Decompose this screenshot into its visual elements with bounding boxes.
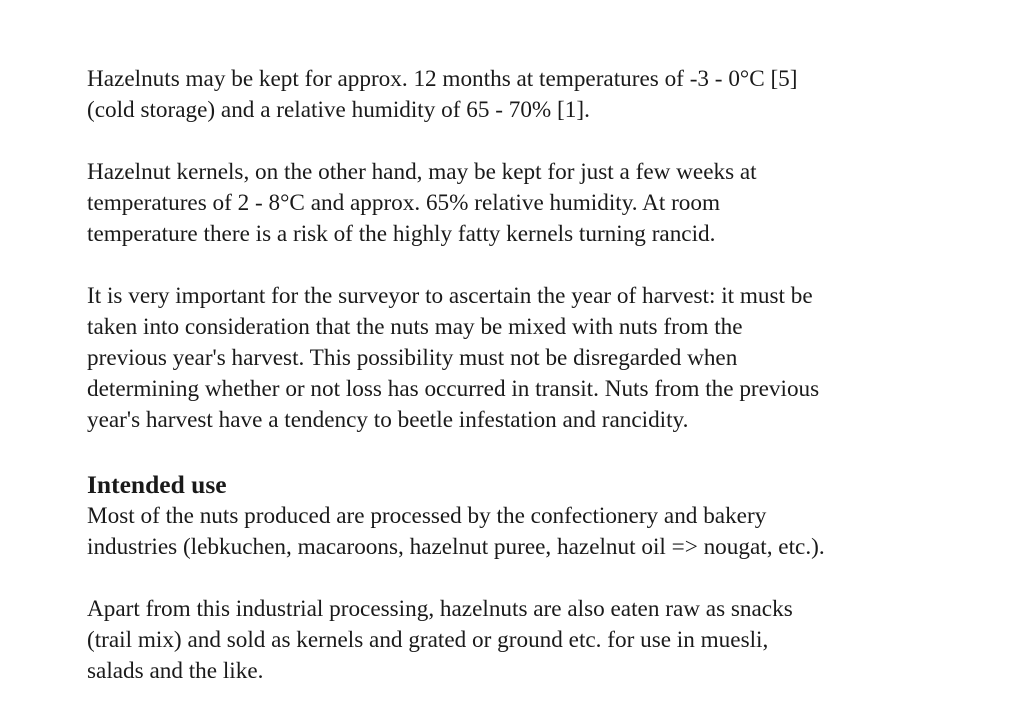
document-page bbox=[87, 64, 957, 687]
paragraph-other-uses bbox=[87, 594, 957, 687]
text-line: year's harvest have a tendency to beetle infestation and rancidity. bbox=[87, 407, 689, 433]
text-line: (trail mix) and sold as kernels and grated or ground etc. for use in muesli, bbox=[87, 627, 769, 653]
text-line: (cold storage) and a relative humidity of 65 - 70% [1]. bbox=[87, 97, 590, 123]
text-line: Hazelnut kernels, on the other hand, may be kept for just a few weeks at bbox=[87, 159, 757, 185]
text-line: salads and the like. bbox=[87, 658, 264, 684]
text-line: determining whether or not loss has occurred in transit. Nuts from the previous bbox=[87, 376, 820, 402]
text-line: It is very important for the surveyor to ascertain the year of harvest: it must be bbox=[87, 283, 813, 309]
paragraph-harvest-year bbox=[87, 281, 957, 436]
section-heading-intended-use: Intended use bbox=[87, 470, 227, 499]
paragraph-industrial-use bbox=[87, 501, 957, 563]
text-line: temperatures of 2 - 8°C and approx. 65% relative humidity. At room bbox=[87, 190, 721, 216]
text-line: taken into consideration that the nuts may be mixed with nuts from the bbox=[87, 314, 743, 340]
text-line: industries (lebkuchen, macaroons, hazelnut puree, hazelnut oil => nougat, etc.). bbox=[87, 534, 825, 560]
text-line: Hazelnuts may be kept for approx. 12 months at temperatures of -3 - 0°C [5] bbox=[87, 66, 798, 92]
paragraph-kernels-storage bbox=[87, 157, 957, 250]
paragraph-cold-storage bbox=[87, 64, 957, 126]
text-line: Apart from this industrial processing, hazelnuts are also eaten raw as snacks bbox=[87, 596, 793, 622]
paragraph-spacer bbox=[87, 436, 957, 467]
paragraph-spacer bbox=[87, 126, 957, 157]
paragraph-spacer bbox=[87, 563, 957, 594]
text-line: previous year's harvest. This possibility must not be disregarded when bbox=[87, 345, 738, 371]
text-line: Most of the nuts produced are processed by the confectionery and bakery bbox=[87, 503, 767, 529]
text-line: temperature there is a risk of the highly fatty kernels turning rancid. bbox=[87, 221, 716, 247]
paragraph-spacer bbox=[87, 250, 957, 281]
